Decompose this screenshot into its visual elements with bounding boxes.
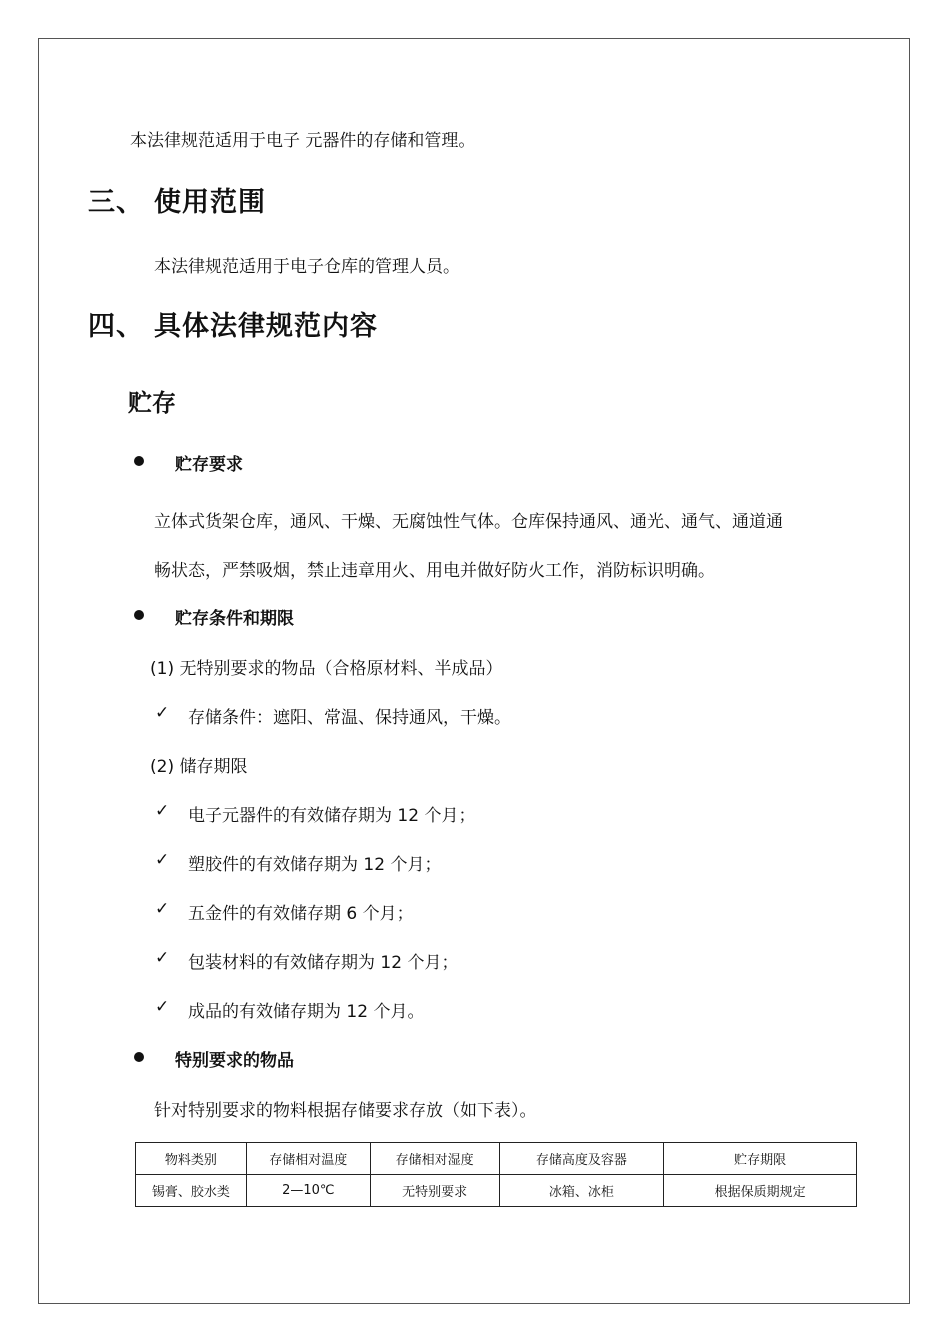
special-items-body: 针对特别要求的物料根据存储要求存放（如下表）。 [154,1101,537,1121]
table-cell: 根据保质期规定 [664,1175,857,1207]
shelf-life-item: 包装材料的有效储存期为 12 个月； [188,953,459,973]
storage-requirements-line-1: 立体式货架仓库，通风、干燥、无腐蚀性气体。仓库保持通风、通光、通气、通道通 [154,512,783,532]
table-header-cell: 贮存期限 [664,1143,857,1175]
shelf-life-item: 塑胶件的有效储存期为 12 个月； [188,855,442,875]
table-header-cell: 存储相对湿度 [370,1143,499,1175]
condition-item-1: (1) 无特别要求的物品（合格原材料、半成品） [150,659,503,679]
shelf-life-item: 电子元器件的有效储存期为 12 个月； [188,806,476,826]
shelf-life-item: 成品的有效储存期为 12 个月。 [188,1002,425,1022]
section-4-title: 具体法律规范内容 [154,311,378,342]
bullet-icon [134,1052,144,1062]
check-icon: ✓ [155,850,170,870]
special-items-heading: 特别要求的物品 [175,1051,294,1071]
table-row [136,1175,857,1207]
section-3-number: 三、 [88,187,144,218]
check-icon: ✓ [155,948,170,968]
check-icon: ✓ [155,899,170,919]
shelf-life-item: 五金件的有效储存期 6 个月； [188,904,414,924]
table-cell: 2—10℃ [246,1175,370,1207]
table-header-cell: 物料类别 [136,1143,247,1175]
table-header-cell: 存储相对温度 [246,1143,370,1175]
storage-table [135,1142,857,1207]
table-cell: 无特别要求 [370,1175,499,1207]
section-4-number: 四、 [88,311,144,342]
table-header-row [136,1143,857,1175]
storage-requirements-line-2: 畅状态，严禁吸烟，禁止违章用火、用电并做好防火工作，消防标识明确。 [154,561,715,581]
check-icon: ✓ [155,703,170,723]
storage-requirements-heading: 贮存要求 [175,455,243,475]
table-cell: 锡膏、胶水类 [136,1175,247,1207]
intro-line: 本法律规范适用于电子 元器件的存储和管理。 [130,131,476,151]
condition-check-1: 存储条件：遮阳、常温、保持通风，干燥。 [188,708,511,728]
section-3-body: 本法律规范适用于电子仓库的管理人员。 [154,257,460,277]
storage-conditions-heading: 贮存条件和期限 [175,609,294,629]
subsection-title: 贮存 [128,389,176,417]
section-3-title: 使用范围 [154,187,266,218]
bullet-icon [134,610,144,620]
condition-item-2: (2) 储存期限 [150,757,248,777]
table-header-cell: 存储高度及容器 [499,1143,664,1175]
table-cell: 冰箱、冰柜 [499,1175,664,1207]
check-icon: ✓ [155,801,170,821]
check-icon: ✓ [155,997,170,1017]
bullet-icon [134,456,144,466]
